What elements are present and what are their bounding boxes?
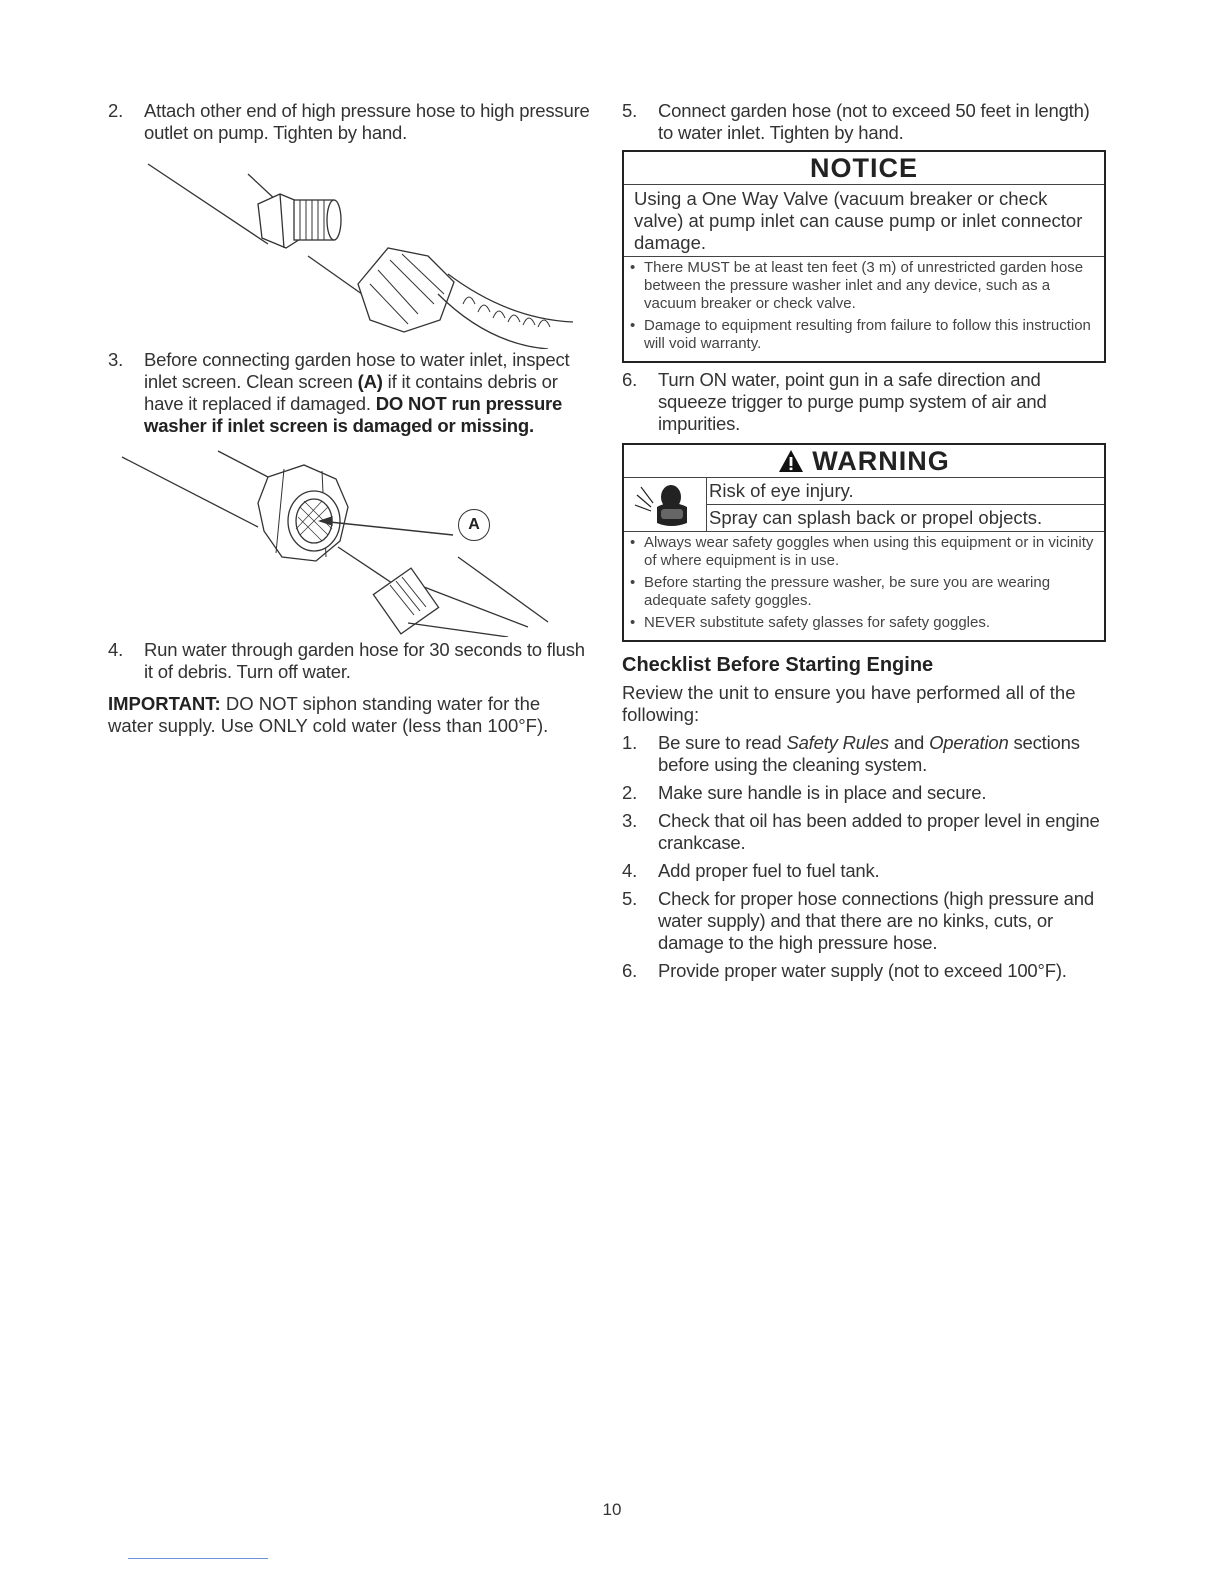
checklist-item xyxy=(622,888,1106,954)
step-2 xyxy=(108,100,590,144)
step-number: 4. xyxy=(622,860,638,881)
notice-main-text: Using a One Way Valve (vacuum breaker or check valve) at pump inlet can cause pump or inlet connector damage. xyxy=(624,185,1104,257)
bullet-text: Always wear safety goggles when using this equipment or in vicinity of where equipment is in use. xyxy=(644,534,1094,569)
step-text: Make sure handle is in place and secure. xyxy=(658,782,987,803)
eye-injury-icon xyxy=(624,478,707,531)
step-3 xyxy=(108,349,590,437)
step-text: Run water through garden hose for 30 seconds to flush it of debris. Turn off water. xyxy=(144,639,585,682)
text-part: sections before using the cleaning system. xyxy=(658,732,1080,775)
step-text xyxy=(658,732,1106,776)
notice-box xyxy=(622,150,1106,363)
warning-hazard-lines xyxy=(707,478,1104,531)
step-text: Connect garden hose (not to exceed 50 feet in length) to water inlet. Tighten by hand. xyxy=(658,100,1090,143)
hazard-line: Spray can splash back or propel objects. xyxy=(707,504,1104,531)
bullet-dot: • xyxy=(630,259,636,276)
footer-rule xyxy=(128,1558,268,1559)
checklist-item xyxy=(622,860,1106,882)
warning-text: DO NOT run pressure washer if inlet screen is damaged or missing. xyxy=(144,393,563,436)
step-number: 3. xyxy=(108,349,124,370)
step-text-part: if it contains debris or have it replaced if damaged. xyxy=(144,371,558,414)
checklist-item xyxy=(622,782,1106,804)
section-ref: Safety Rules xyxy=(786,732,889,753)
warning-title: WARNING xyxy=(812,446,950,476)
bullet-text: There MUST be at least ten feet (3 m) of unrestricted garden hose between the pressure washer inlet and any device, such as a vacuum breaker or check valve. xyxy=(644,259,1084,312)
step-number: 2. xyxy=(108,100,124,121)
bullet-text: Damage to equipment resulting from failure to follow this instruction will void warranty. xyxy=(644,317,1091,352)
hazard-line: Risk of eye injury. xyxy=(709,480,854,501)
checklist-item-1 xyxy=(622,732,1106,776)
inlet-screen-illustration xyxy=(108,437,590,637)
step-text: Attach other end of high pressure hose to high pressure outlet on pump. Tighten by hand. xyxy=(144,100,590,143)
step-number: 1. xyxy=(622,732,638,753)
bullet-dot: • xyxy=(630,574,636,591)
bullet-dot: • xyxy=(630,614,636,631)
step-number: 6. xyxy=(622,369,638,390)
bullet-dot: • xyxy=(630,317,636,334)
step-text: Add proper fuel to fuel tank. xyxy=(658,860,880,881)
warning-bullet xyxy=(630,614,1096,632)
notice-bullet xyxy=(630,317,1096,353)
step-text: Check that oil has been added to proper level in engine crankcase. xyxy=(658,810,1100,853)
step-4 xyxy=(108,639,590,683)
step-text: Check for proper hose connections (high pressure and water supply) and that there are no kinks, cuts, or damage to the high pressure hose. xyxy=(658,888,1094,953)
step-6 xyxy=(622,369,1106,435)
warning-header xyxy=(624,445,1104,478)
notice-title: NOTICE xyxy=(624,152,1104,185)
important-note xyxy=(108,693,590,737)
page-number: 10 xyxy=(602,1500,622,1519)
step-number: 6. xyxy=(622,960,638,981)
step-number: 3. xyxy=(622,810,638,831)
bullet-text: Before starting the pressure washer, be sure you are wearing adequate safety goggles. xyxy=(644,574,1051,609)
warning-bullet xyxy=(630,534,1096,570)
important-text: DO NOT siphon standing water for the water supply. Use ONLY cold water (less than 100°F). xyxy=(108,693,549,736)
section-heading: Checklist Before Starting Engine xyxy=(622,654,934,676)
step-number: 4. xyxy=(108,639,124,660)
step-text: Provide proper water supply (not to exceed 100°F). xyxy=(658,960,1067,981)
callout-a xyxy=(458,509,490,541)
step-text-part: Before connecting garden hose to water inlet, inspect inlet screen. Clean screen xyxy=(144,349,570,392)
warning-bullet xyxy=(630,574,1096,610)
callout-ref: (A) xyxy=(357,371,383,392)
notice-bullet xyxy=(630,259,1096,313)
notice-bullets xyxy=(624,257,1104,361)
bullet-text: NEVER substitute safety glasses for safety goggles. xyxy=(644,614,991,631)
step-number: 5. xyxy=(622,100,638,121)
step-5 xyxy=(622,100,1106,144)
section-ref: Operation xyxy=(929,732,1009,753)
warning-box xyxy=(622,443,1106,642)
right-column xyxy=(622,100,1106,982)
checklist-intro: Review the unit to ensure you have performed all of the following: xyxy=(622,682,1076,725)
bullet-dot: • xyxy=(630,534,636,551)
step-number: 2. xyxy=(622,782,638,803)
left-column xyxy=(108,100,590,737)
text-part: Be sure to read xyxy=(658,732,787,753)
callout-letter: A xyxy=(468,516,480,533)
important-label: IMPORTANT: xyxy=(108,693,221,714)
checklist-item xyxy=(622,810,1106,854)
step-text xyxy=(144,349,590,437)
warning-bullets xyxy=(624,532,1104,640)
step-text: Turn ON water, point gun in a safe direction and squeeze trigger to purge pump system of air and impurities. xyxy=(658,369,1047,434)
warning-triangle-icon xyxy=(778,449,804,473)
hose-outlet-illustration xyxy=(108,144,590,349)
checklist-item xyxy=(622,960,1106,982)
step-number: 5. xyxy=(622,888,638,909)
warning-hazard-row xyxy=(624,478,1104,532)
text-part: and xyxy=(888,732,930,753)
